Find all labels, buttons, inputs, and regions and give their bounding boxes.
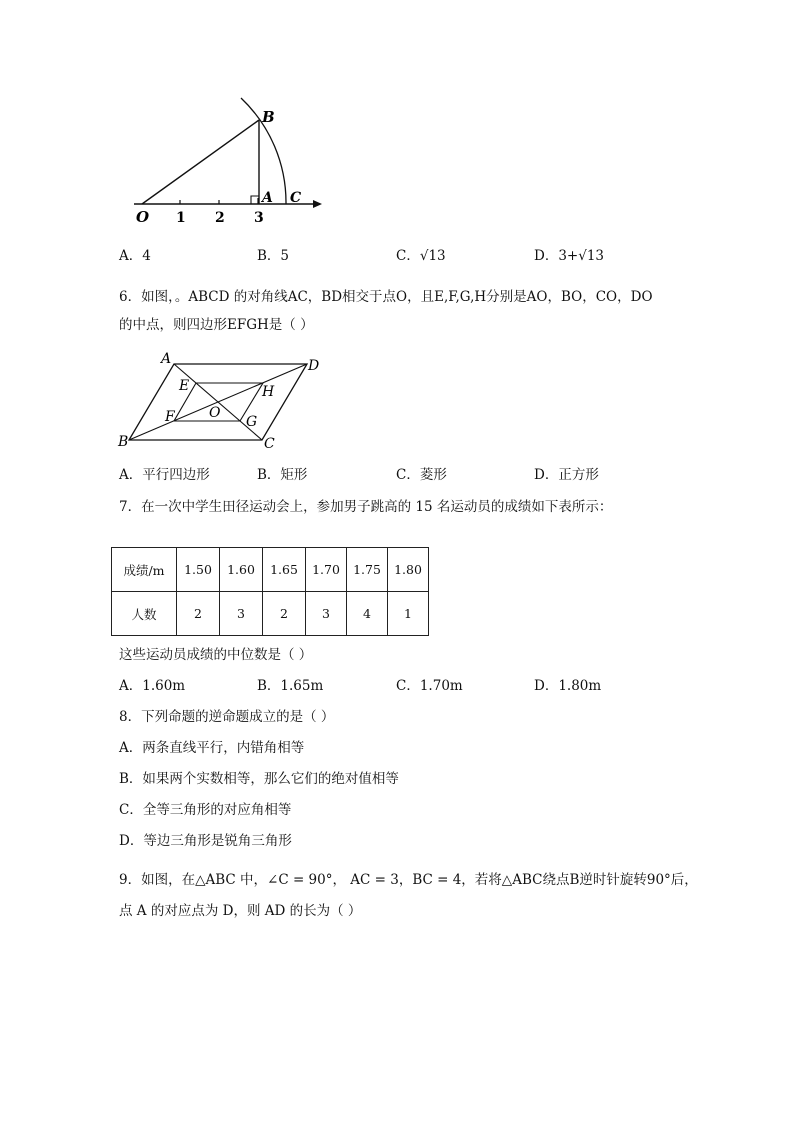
q8-option-d[interactable]: D．等边三角形是锐角三角形 [119, 833, 292, 849]
q6-parallelogram-figure [112, 350, 334, 454]
table-cell: 4 [347, 592, 388, 636]
table-cell: 1.60 [220, 548, 263, 592]
label-f: F [165, 409, 175, 425]
label-1: 1 [176, 210, 186, 226]
diagonal-bd [129, 364, 307, 440]
label-3: 3 [254, 210, 264, 226]
q6-option-b[interactable]: B．矩形 [257, 467, 308, 483]
q8-option-c[interactable]: C．全等三角形的对应角相等 [119, 802, 292, 818]
table-cell: 1.80 [388, 548, 429, 592]
label-c: C [264, 436, 275, 452]
table-cell: 1.70 [306, 548, 347, 592]
q6-option-a[interactable]: A．平行四边形 [119, 467, 210, 483]
q7-option-d[interactable]: D．1.80m [534, 678, 602, 694]
label-2: 2 [215, 210, 225, 226]
q5-option-d[interactable]: D．3+√13 [534, 248, 605, 264]
table-cell: 3 [306, 592, 347, 636]
table-cell: 2 [263, 592, 306, 636]
q9-stem-line2: 点 A 的对应点为 D，则 AD 的长为（ ） [119, 903, 362, 919]
label-d: D [308, 358, 320, 374]
label-a: A [262, 190, 273, 206]
q5-option-c[interactable]: C．√13 [396, 248, 446, 264]
q5-option-a[interactable]: A．4 [119, 248, 151, 264]
table-header-cell: 人数 [112, 592, 177, 636]
table-cell: 2 [177, 592, 220, 636]
label-a: A [161, 351, 172, 367]
label-g: G [246, 414, 258, 430]
q8-option-a[interactable]: A．两条直线平行，内错角相等 [119, 740, 305, 756]
q8-stem: 8．下列命题的逆命题成立的是（ ） [119, 709, 335, 725]
q8-option-b[interactable]: B．如果两个实数相等，那么它们的绝对值相等 [119, 771, 399, 787]
table-cell: 3 [220, 592, 263, 636]
q7-option-b[interactable]: B．1.65m [257, 678, 324, 694]
label-b: B [262, 108, 275, 126]
segment-ob [142, 120, 259, 204]
q6-option-c[interactable]: C．菱形 [396, 467, 447, 483]
label-c: C [290, 190, 302, 206]
table-row [112, 592, 429, 636]
q6-option-d[interactable]: D．正方形 [534, 467, 599, 483]
table-row [112, 548, 429, 592]
q6-stem-line2: 的中点，则四边形EFGH是（ ） [119, 317, 314, 333]
q5-option-b[interactable]: B．5 [257, 248, 290, 264]
q7-option-a[interactable]: A．1.60m [119, 678, 186, 694]
q7-score-table [111, 547, 429, 636]
table-cell: 1.75 [347, 548, 388, 592]
label-o: O [209, 405, 221, 421]
label-h: H [262, 384, 275, 400]
table-cell: 1.50 [177, 548, 220, 592]
label-o: O [136, 208, 150, 226]
q7-stem: 7．在一次中学生田径运动会上，参加男子跳高的 15 名运动员的成绩如下表所示： [119, 499, 613, 515]
q6-stem-line1: 6．如图，。ABCD 的对角线AC，BD相交于点O，且E,F,G,H分别是AO，BO，CO，DO [119, 289, 653, 305]
axis-arrow [313, 200, 322, 208]
q9-stem-line1: 9．如图，在△ABC 中，∠C = 90°， AC = 3，BC = 4，若将△ABC绕点B逆时针旋转90°后， [119, 872, 698, 888]
label-e: E [179, 378, 190, 394]
table-cell: 1.65 [263, 548, 306, 592]
table-cell: 1 [388, 592, 429, 636]
q7-option-c[interactable]: C．1.70m [396, 678, 463, 694]
table-header-cell: 成绩/m [112, 548, 177, 592]
q7-question: 这些运动员成绩的中位数是（ ） [119, 647, 313, 663]
label-b: B [118, 434, 129, 450]
q5-figure [110, 92, 340, 234]
